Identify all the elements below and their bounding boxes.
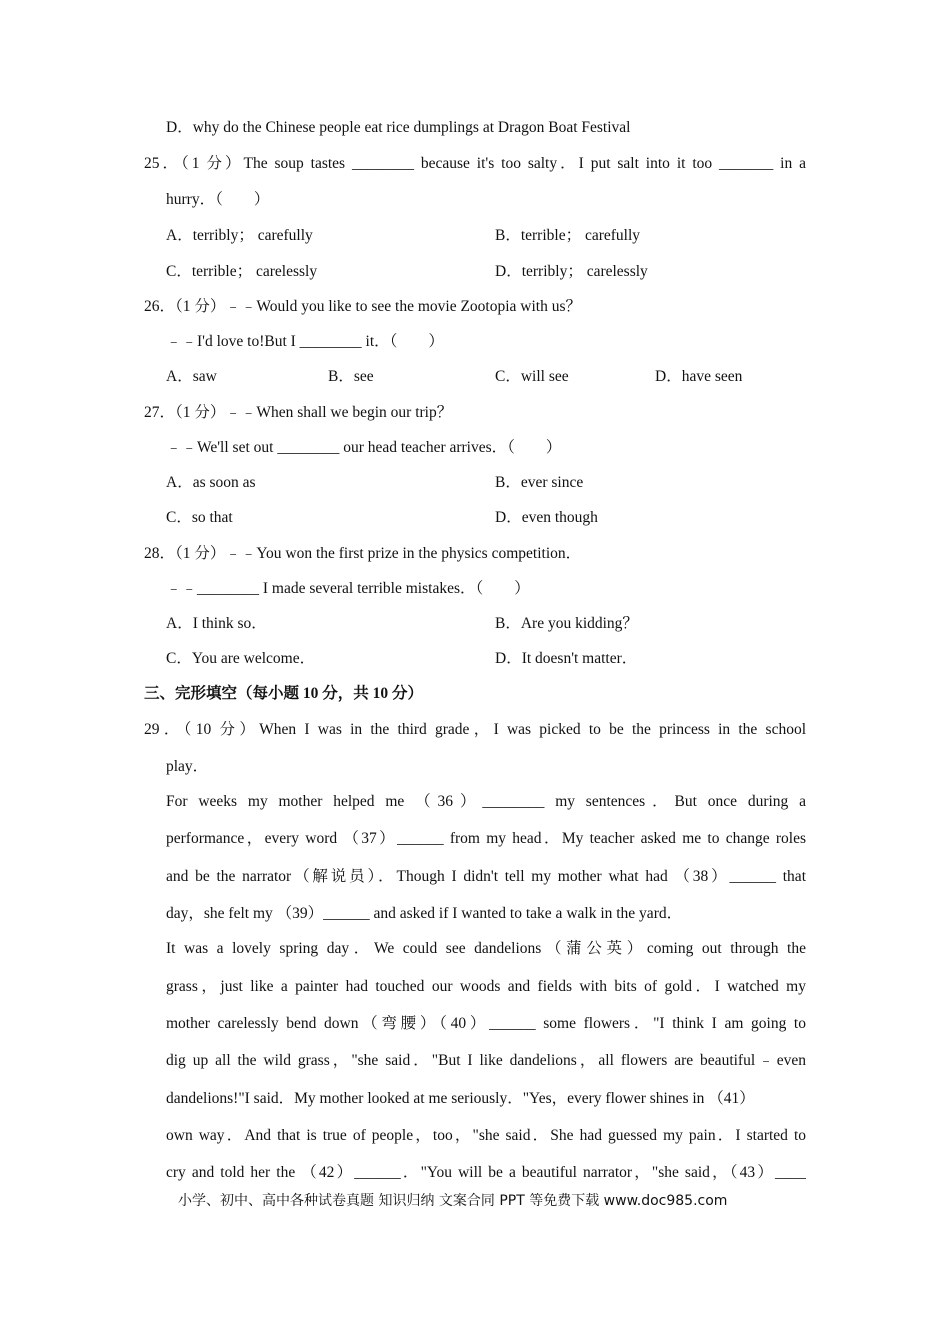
q27-stem-cont: ﹣﹣We'll set out ________ our head teacher arrives．（ ） bbox=[166, 439, 562, 456]
q25-option-b: B．terrible； carefully bbox=[495, 227, 641, 244]
q27-option-d: D．even though bbox=[495, 509, 598, 526]
q25-option-d: D．terribly； carelessly bbox=[495, 263, 648, 280]
section-heading: 三、完形填空（每小题 10 分，共 10 分） bbox=[144, 685, 424, 702]
q28-stem: 28．（1 分）﹣﹣You won the first prize in the physics competition． bbox=[144, 545, 582, 562]
q28-option-b: B．Are you kidding？ bbox=[495, 615, 638, 632]
passage-line: mother carelessly bend down（弯腰）（40）______ some flowers．"I think I am going to bbox=[166, 1015, 806, 1032]
q27-stem: 27．（1 分）﹣﹣When shall we begin our trip？ bbox=[144, 404, 453, 421]
page-footer: 小学、初中、高中各种试卷真题 知识归纳 文案合同 PPT 等免费下载 www.doc985.com bbox=[178, 1193, 728, 1209]
passage-line: own way．And that is true of people，too，"she said．She had guessed my pain．I started to bbox=[166, 1127, 806, 1144]
q24-option-d: D．why do the Chinese people eat rice dumplings at Dragon Boat Festival bbox=[166, 119, 631, 136]
passage-line: dandelions!"I said．My mother looked at me seriously．"Yes，every flower shines in （41） bbox=[166, 1090, 755, 1107]
q26-option-c: C．will see bbox=[495, 368, 569, 385]
q27-option-b: B．ever since bbox=[495, 474, 584, 491]
q28-option-d: D．It doesn't matter． bbox=[495, 650, 638, 667]
q26-option-b: B．see bbox=[328, 368, 374, 385]
passage-line: day，she felt my （39）______ and asked if I wanted to take a walk in the yard． bbox=[166, 905, 683, 922]
q28-option-c: C．You are welcome． bbox=[166, 650, 316, 667]
q26-stem-cont: ﹣﹣I'd love to!But I ________ it．（ ） bbox=[166, 333, 444, 350]
q29-stem: 29．（10 分）When I was in the third grade，I was picked to be the princess in the school bbox=[144, 721, 806, 738]
passage-line: play． bbox=[166, 758, 209, 775]
passage-line: and be the narrator（解说员）．Though I didn't tell my mother what had （38）______ that bbox=[166, 868, 806, 885]
passage-line: dig up all the wild grass，"she said．"But I like dandelions，all flowers are beautiful﹣even bbox=[166, 1052, 806, 1069]
q26-stem: 26．（1 分）﹣﹣Would you like to see the movie Zootopia with us？ bbox=[144, 298, 582, 315]
q28-stem-cont: ﹣﹣________ I made several terrible mistakes．（ ） bbox=[166, 580, 530, 597]
q25-stem: 25．（1 分）The soup tastes ________ because it's too salty．I put salt into it too _______ in a bbox=[144, 155, 806, 172]
passage-line: It was a lovely spring day．We could see dandelions（蒲公英）coming out through the bbox=[166, 940, 806, 957]
q28-option-a: A．I think so． bbox=[166, 615, 267, 632]
q27-option-c: C．so that bbox=[166, 509, 233, 526]
q26-option-d: D．have seen bbox=[655, 368, 743, 385]
q25-stem-cont: hurry．（ ） bbox=[166, 191, 270, 208]
q25-option-a: A．terribly； carefully bbox=[166, 227, 313, 244]
q27-option-a: A．as soon as bbox=[166, 474, 256, 491]
passage-line: performance，every word （37）______ from my head．My teacher asked me to change roles bbox=[166, 830, 806, 847]
q26-option-a: A．saw bbox=[166, 368, 217, 385]
q25-option-c: C．terrible； carelessly bbox=[166, 263, 318, 280]
passage-line: grass，just like a painter had touched our woods and fields with bits of gold．I watched my bbox=[166, 978, 806, 995]
passage-line: cry and told her the （42）______．"You will be a beautiful narrator，"she said，（43）____ bbox=[166, 1164, 806, 1181]
passage-line: For weeks my mother helped me （36）________ my sentences．But once during a bbox=[166, 793, 806, 810]
